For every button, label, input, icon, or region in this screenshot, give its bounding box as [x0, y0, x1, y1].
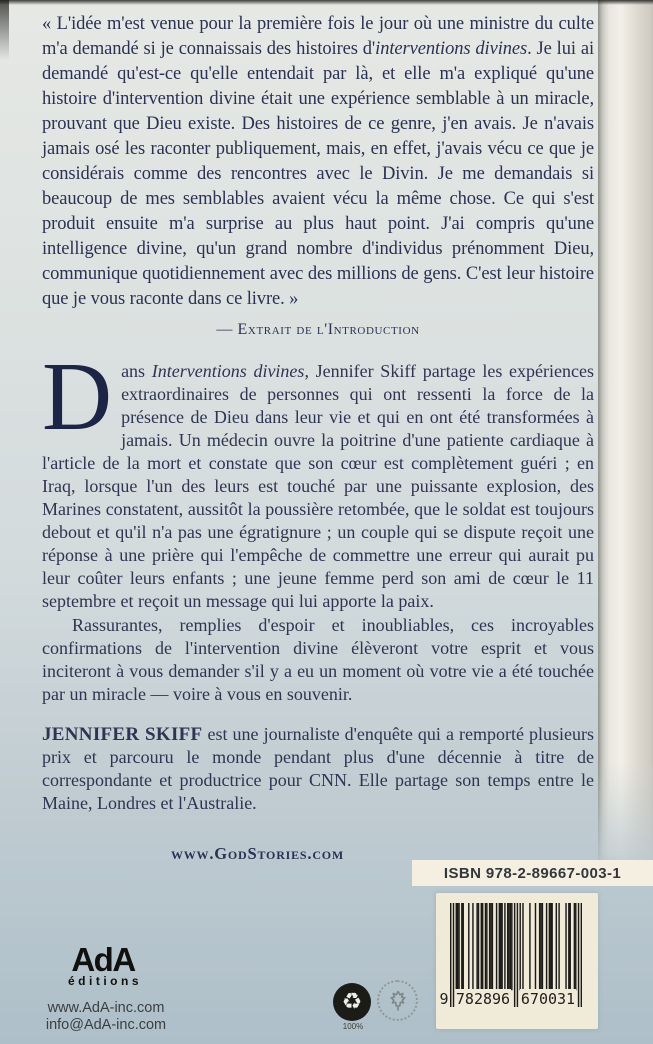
drop-cap: D: [42, 343, 113, 450]
attribution-text: Extrait de l'Introduction: [237, 321, 420, 338]
top-edge-shadow: [0, 0, 653, 5]
barcode: [436, 893, 598, 1029]
synopsis-paragraph-1: [42, 343, 594, 613]
synopsis-section: [42, 343, 594, 706]
publisher-email: info@AdA-inc.com: [45, 1017, 167, 1033]
quote-attribution: [42, 321, 594, 339]
left-corner-shadow: [0, 0, 9, 60]
book-website: www.GodStories.com: [170, 844, 345, 863]
quote-text-2: . Je lui ai demandé qu'est-ce qu'elle entendait par là, et elle m'a expliqué qu'une histoire d'intervention divine était une expérience semblable à un miracle, prouvant que Dieu existe. Des histoires de ce genre, j'en avais. Je n'avais jamais osé les raconter publiquement, mais, en effet, j'avais vécu ce que je considérais comme des rencontres avec le Divin. Je me demandais si beaucoup de mes semblables avaient vécu la même chose. Ce qui s'est produit ensuite m'a surprise au plus haut point. J'ai compris qu'une intelligence divine, qu'un grand nombre d'individus prénomment Dieu, communique quotidiennement avec des millions de gens. C'est leur histoire que je vous raconte dans ce livre. »: [42, 39, 594, 309]
page-edge-strip: [598, 0, 653, 885]
barcode-digit-group-1: 9: [439, 990, 449, 1008]
barcode-digit-group-3: 670031: [520, 990, 576, 1008]
quote-text-1: « L'idée m'est venue pour la première fois le jour où une ministre du culte m'a demandé si je connaissais des histoires d': [42, 14, 594, 59]
recycled-paper-badge: [333, 983, 373, 1031]
synopsis-paragraph-2: Rassurantes, remplies d'espoir et inoubliables, ces incroyables confirmations de l'intervention divine élèveront votre esprit et vous inciteront à vous demander s'il y a eu un moment où votre vie a été touchée par un miracle — voire à vous en souvenir.: [42, 615, 594, 704]
barcode-digit-group-2: 782896: [455, 990, 511, 1008]
publisher-logo-text: AdA: [71, 941, 135, 978]
attribution-dash: —: [216, 321, 233, 338]
publisher-logo-subtext: éditions: [68, 974, 143, 988]
quote-italic-title: interventions divines: [375, 39, 528, 59]
author-bio: [42, 723, 594, 815]
recycle-icon: ♻: [333, 983, 371, 1021]
isbn-band: [412, 860, 653, 886]
recycle-percentage: 100%: [342, 1022, 364, 1031]
synopsis-text-1: ans: [121, 361, 152, 381]
publisher-logo: [68, 941, 143, 988]
synopsis-italic-title: Interventions divines: [151, 361, 305, 381]
author-bio-text: est une journaliste d'enquête qui a remporté plusieurs prix et parcouru le monde pendant plus d'une décennie à titre de correspondante et productrice pour CNN. Elle partage son temps entre le Maine, Londres et l'Australie.: [42, 724, 594, 813]
cover-text-column: [42, 12, 594, 815]
isbn-label: ISBN 978-2-89667-003-1: [443, 864, 622, 882]
introduction-quote: [42, 12, 594, 312]
synopsis-text-2: , Jennifer Skiff partage les expériences extraordinaires de personnes qui ont ressenti la force de la présence de Dieu dans leur vie et qui en ont été transformées à jamais. Un médecin ouvre la poitrine d'une patiente cardiaque à l'article de la mort et constate que son cœur est complètement guéri ; en Iraq, lorsque l'un des leurs est touché par une puissante explosion, des Marines constatent, aussitôt la poussière retombée, que le soldat est toujours debout et qu'il n'a pas une égratignure ; un couple qui se dispute reçoit une réponse à une prière qui l'empêche de commettre une erreur qui aurait pu leur coûter leurs enfants ; une jeune femme perd son ami de cœur le 11 septembre et reçoit un message qui lui apporte la paix.: [42, 361, 594, 611]
maple-leaf-icon: [386, 989, 410, 1013]
canadian-eco-certification-icon: [377, 980, 418, 1021]
author-name: JENNIFER SKIFF: [42, 724, 203, 745]
publisher-website: www.AdA-inc.com: [47, 1000, 165, 1016]
